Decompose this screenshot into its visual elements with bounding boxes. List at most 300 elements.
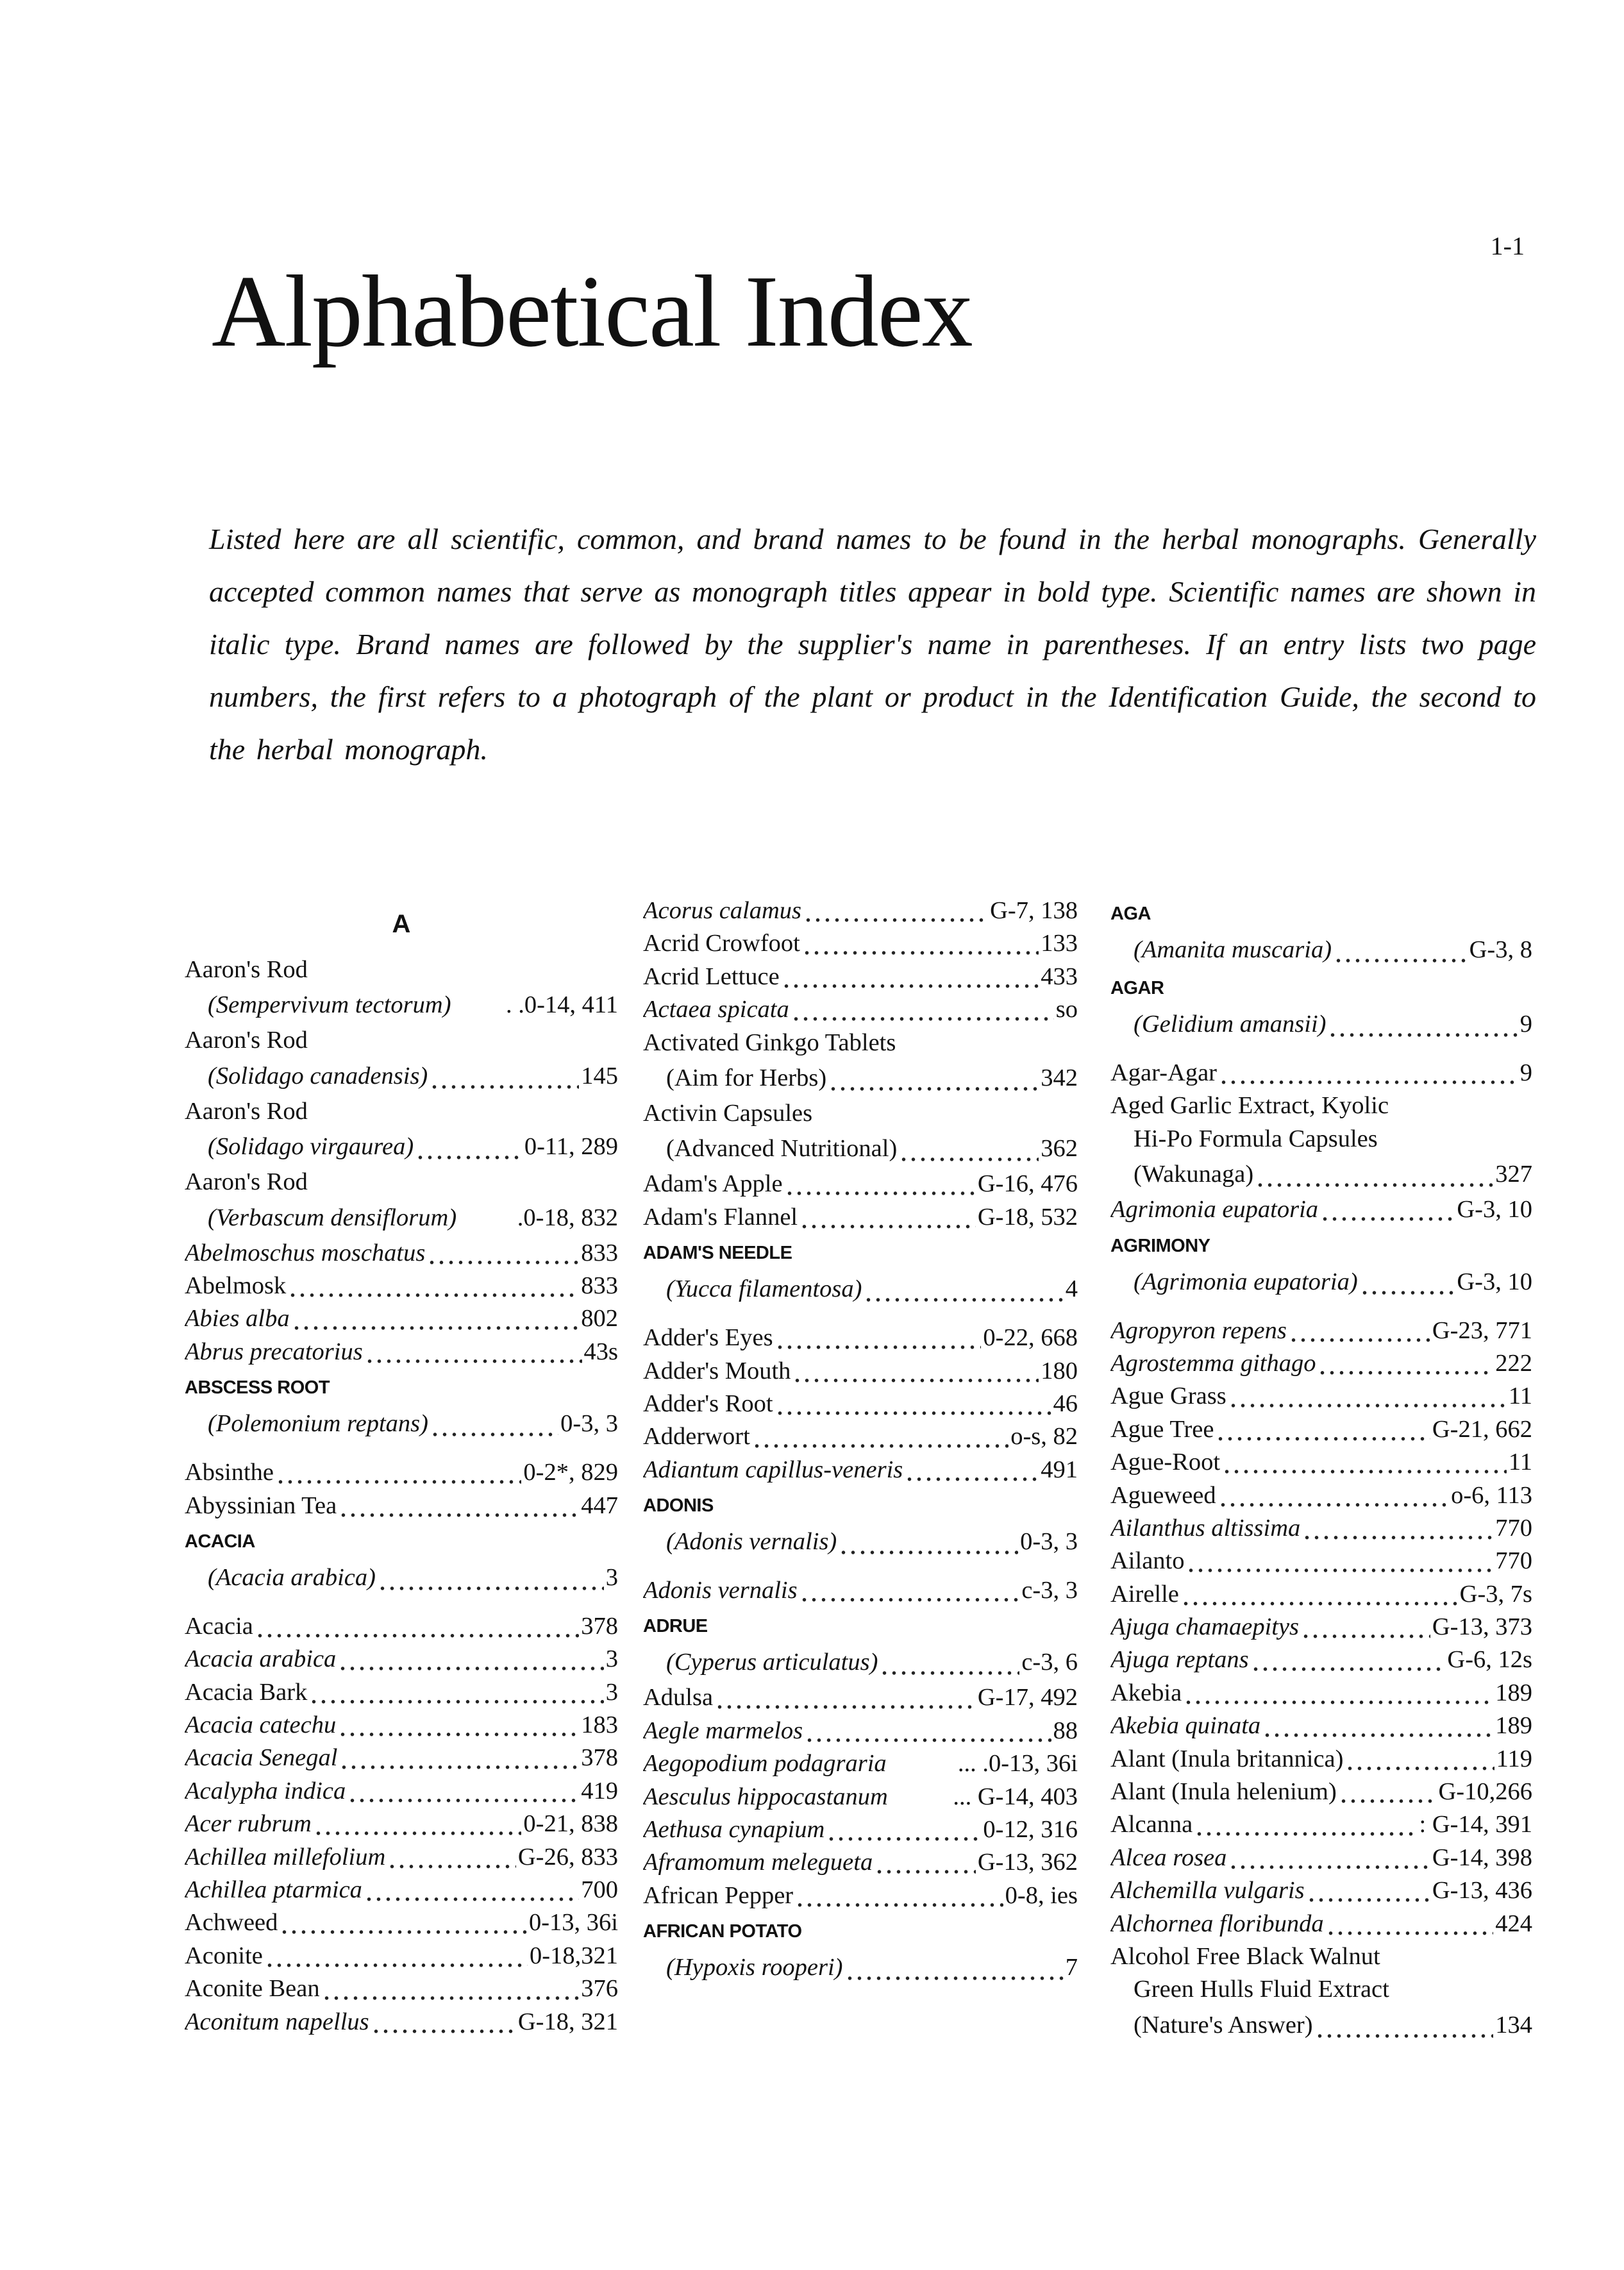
monograph-heading: AGRIMONY (1110, 1235, 1210, 1256)
page-reference: G-26, 833 (517, 1843, 618, 1871)
dot-leader (1318, 1347, 1493, 1380)
entry-term: (Yucca filamentosa) (666, 1275, 862, 1303)
page-reference: 419 (581, 1777, 618, 1804)
dot-leader (288, 1270, 579, 1302)
index-entry (1110, 1545, 1532, 1577)
page-reference: 222 (1495, 1349, 1532, 1377)
entry-term: Achillea ptarmica (185, 1876, 362, 1904)
entry-term: Acacia Senegal (185, 1744, 338, 1772)
dot-leader (265, 1940, 528, 1972)
page-reference: G-3, 10 (1457, 1268, 1532, 1295)
page-reference: G-13, 362 (977, 1849, 1078, 1876)
dot-leader (802, 927, 1039, 960)
dot-leader (1216, 1413, 1430, 1446)
index-subentry (643, 1130, 1078, 1168)
dot-leader (1181, 1578, 1458, 1611)
entry-term: Aconite Bean (185, 1975, 320, 2003)
page-reference: 362 (1041, 1135, 1078, 1163)
dot-leader (364, 1874, 579, 1906)
index-entry (643, 1715, 1078, 1747)
dot-leader (415, 1128, 523, 1166)
index-entry (1110, 1479, 1532, 1512)
entry-term: (Agrimonia eupatoria) (1134, 1268, 1358, 1295)
dot-leader (1255, 1156, 1493, 1193)
page-reference: G-3, 10 (1457, 1196, 1532, 1223)
page-reference: 4 (1065, 1275, 1078, 1303)
entry-term: Ague-Root (1110, 1449, 1221, 1476)
page-reference: 7 (1065, 1954, 1078, 1981)
index-column-2 (643, 895, 1078, 1987)
page-reference: 119 (1496, 1745, 1532, 1772)
entry-term: (Advanced Nutritional) (666, 1135, 898, 1163)
dot-leader (752, 1420, 1009, 1453)
dot-leader (339, 1490, 579, 1522)
entry-term: Green Hulls Fluid Extract (1134, 1976, 1389, 2003)
intro-paragraph: Listed here are all scientific, common, and brand names to be found in the herbal monographs. Generally accepted common names that serve as monograph titles appear in bold type. Scientific names are shown in italic type. Brand names are followed by the supplier's name in parentheses. If an entry lists two page numbers, the first refers to a photograph of the plant or product in the Identification Guide, the second to the herbal monograph. (209, 523, 1536, 766)
dot-leader (1326, 1908, 1494, 1940)
dot-leader (338, 1709, 579, 1742)
index-entry (185, 1972, 618, 2005)
entry-term: Adder's Mouth (643, 1357, 791, 1384)
page-reference: 3 (605, 1563, 618, 1591)
entry-term: Abies alba (185, 1305, 290, 1333)
dot-leader (782, 961, 1039, 993)
dot-leader (427, 1237, 579, 1270)
dot-leader (1334, 931, 1468, 969)
index-entry (185, 1166, 618, 1198)
entry-term: Aconitum napellus (185, 2008, 369, 2035)
index-entry (643, 1879, 1078, 1912)
index-entry (643, 1781, 1078, 1813)
entry-term: Agueweed (1110, 1481, 1216, 1509)
dot-leader (292, 1302, 580, 1335)
page-reference: 491 (1041, 1456, 1078, 1483)
page-reference: 802 (581, 1305, 618, 1333)
entry-term: Abelmosk (185, 1272, 287, 1299)
page-reference: 11 (1508, 1383, 1532, 1410)
page-reference: 133 (1041, 930, 1078, 957)
page-reference: 0-12, 316 (983, 1816, 1078, 1844)
page-reference: G-21, 662 (1432, 1415, 1532, 1443)
index-entry (1110, 1057, 1532, 1089)
dot-leader (430, 1057, 579, 1095)
entry-term: Ajuga reptans (1110, 1646, 1249, 1674)
index-entry (643, 1420, 1078, 1453)
entry-term: Akebia (1110, 1679, 1182, 1706)
dot-leader (828, 1059, 1039, 1097)
dot-leader (255, 1610, 579, 1643)
index-entry (185, 1643, 618, 1676)
page-reference: G-23, 771 (1432, 1316, 1532, 1344)
monograph-heading: ADAM'S NEEDLE (643, 1243, 792, 1264)
index-entry (185, 1610, 618, 1643)
dot-leader (785, 1168, 976, 1200)
page-reference: G-13, 436 (1432, 1877, 1532, 1904)
entry-term: Aconite (185, 1942, 263, 1969)
entry-term: Adam's Flannel (643, 1203, 798, 1231)
index-entry (1110, 1347, 1532, 1380)
page-reference: 770 (1495, 1514, 1532, 1542)
spacer (1110, 1043, 1532, 1057)
monograph-heading: ADRUE (643, 1616, 708, 1637)
index-entry (185, 1874, 618, 1906)
dot-leader (799, 1201, 976, 1234)
index-entry (185, 1808, 618, 1840)
index-entry (185, 1302, 618, 1335)
entry-term: Abyssinian Tea (185, 1492, 337, 1519)
page-reference: 3 (605, 1645, 618, 1673)
page-reference: G-17, 492 (977, 1684, 1078, 1711)
page-reference: so (1055, 996, 1078, 1023)
entry-term: Ailanthus altissima (1110, 1514, 1301, 1542)
dot-leader (1339, 1776, 1437, 1808)
entry-term: Acer rubrum (185, 1810, 312, 1838)
index-subentry (1110, 1123, 1532, 1156)
entry-term: (Polemonium reptans) (208, 1410, 428, 1438)
index-entry (1110, 1677, 1532, 1710)
page-reference: G-14, 398 (1432, 1844, 1532, 1871)
entry-term: (Amanita muscaria) (1134, 936, 1332, 963)
page-reference: G-7, 138 (990, 897, 1078, 924)
page-reference: G-10,266 (1438, 1778, 1532, 1806)
index-entry (1110, 1512, 1532, 1545)
spacer (185, 1443, 618, 1456)
index-entry (1110, 1413, 1532, 1446)
index-subentry (643, 1949, 1078, 1987)
index-subentry (1110, 1973, 1532, 2006)
index-entry (643, 1681, 1078, 1714)
dot-leader (715, 1681, 976, 1714)
entry-term: Acacia arabica (185, 1645, 337, 1673)
entry-term: Ajuga chamaepitys (1110, 1613, 1300, 1641)
dot-leader (803, 895, 988, 927)
entry-term: Adiantum capillus-veneris (643, 1456, 903, 1483)
entry-term: Adder's Eyes (643, 1324, 773, 1352)
page-reference: 342 (1041, 1064, 1078, 1091)
index-entry (1110, 1446, 1532, 1479)
index-subentry (185, 1559, 618, 1597)
page-reference: 378 (581, 1744, 618, 1772)
index-subentry (1110, 2006, 1532, 2044)
entry-term: Acalypha indica (185, 1777, 346, 1804)
monograph-heading: ACACIA (185, 1531, 255, 1552)
entry-term: Acacia Bark (185, 1678, 308, 1706)
dot-leader (1320, 1193, 1455, 1226)
page-reference: G-13, 373 (1432, 1613, 1532, 1641)
index-entry (643, 961, 1078, 993)
index-entry (1110, 1315, 1532, 1347)
entry-term: Aesculus hippocastanum (643, 1783, 888, 1810)
index-column-3 (1110, 895, 1532, 2044)
entry-term: (Solidago virgaurea) (208, 1133, 414, 1161)
page-reference: 833 (581, 1239, 618, 1266)
page-reference: 46 (1053, 1390, 1078, 1417)
entry-term: (Acacia arabica) (208, 1563, 376, 1591)
dot-leader (1251, 1644, 1446, 1676)
entry-term: Acrid Lettuce (643, 963, 780, 990)
index-entry (643, 1846, 1078, 1879)
entry-term: Absinthe (185, 1459, 274, 1486)
index-column-1 (185, 895, 618, 2039)
page-reference: 0-13, 36i (528, 1909, 618, 1937)
index-entry (185, 2006, 618, 2039)
page-reference: G-18, 321 (517, 2008, 618, 2035)
index-subentry (1110, 1005, 1532, 1043)
dot-leader (1222, 1446, 1507, 1479)
page-reference: 189 (1495, 1679, 1532, 1706)
dot-leader (805, 1715, 1051, 1747)
page-reference: 0-2*, 829 (523, 1459, 618, 1486)
entry-term: Aaron's Rod (185, 1097, 308, 1125)
index-entry (643, 1574, 1078, 1607)
entry-term: Alant (Inula britannica) (1110, 1745, 1344, 1772)
spacer (643, 1561, 1078, 1574)
page-reference: c-3, 3 (1021, 1577, 1078, 1604)
entry-term: (Hypoxis rooperi) (666, 1954, 843, 1981)
entry-term: Abelmoschus moschatus (185, 1239, 426, 1266)
monograph-heading: AGAR (1110, 978, 1164, 998)
dot-leader (1301, 1611, 1430, 1644)
page-reference: 0-8, ies (1005, 1881, 1078, 1909)
entry-term: Agar-Agar (1110, 1059, 1217, 1086)
dot-leader (826, 1813, 981, 1846)
page-reference: .0-18, 832 (517, 1204, 618, 1231)
dot-leader (322, 1972, 580, 2005)
page-reference: 189 (1495, 1712, 1532, 1740)
entry-term: Adderwort (643, 1423, 750, 1450)
dot-leader (775, 1322, 982, 1354)
index-entry (185, 1095, 618, 1128)
entry-term: Achillea millefolium (185, 1843, 386, 1871)
page-reference: 770 (1495, 1547, 1532, 1575)
entry-term: Aaron's Rod (185, 1027, 308, 1054)
entry-term: African Pepper (643, 1881, 794, 1909)
monograph-heading: ADONIS (643, 1495, 714, 1517)
index-entry (185, 1024, 618, 1057)
index-entry (185, 1490, 618, 1522)
index-entry (185, 1270, 618, 1302)
index-subentry (185, 1199, 618, 1237)
index-entry (1110, 1193, 1532, 1226)
entry-term: Aaron's Rod (185, 956, 308, 983)
index-subentry (185, 1128, 618, 1166)
index-entry (1110, 1776, 1532, 1808)
index-subentry (643, 1059, 1078, 1097)
page-reference: G-3, 8 (1469, 936, 1532, 963)
page-reference: 180 (1041, 1357, 1078, 1384)
dot-leader (276, 1456, 521, 1489)
entry-term: Alchemilla vulgaris (1110, 1877, 1305, 1904)
entry-term: Adder's Root (643, 1390, 773, 1417)
page-reference: 433 (1041, 963, 1078, 990)
dot-leader (338, 1643, 603, 1676)
monograph-heading: AGA (1110, 904, 1151, 924)
index-entry (643, 1097, 1078, 1130)
dot-leader (799, 1574, 1020, 1607)
index-entry (1110, 1908, 1532, 1940)
page-reference: o-s, 82 (1010, 1423, 1078, 1450)
index-entry (643, 1388, 1078, 1420)
index-subentry (643, 1644, 1078, 1681)
index-entry (185, 954, 618, 986)
index-subentry (1110, 1263, 1532, 1301)
dot-leader (1219, 1057, 1518, 1089)
entry-term: Alcanna (1110, 1811, 1193, 1838)
index-entry (185, 1456, 618, 1489)
entry-term: (Solidago canadensis) (208, 1062, 428, 1089)
entry-term: Agrimonia eupatoria (1110, 1196, 1319, 1223)
dot-leader (314, 1808, 522, 1840)
index-entry (185, 1775, 618, 1808)
entry-term: Akebia quinata (1110, 1712, 1261, 1740)
entry-term: Ague Grass (1110, 1383, 1226, 1410)
page-reference: 378 (581, 1612, 618, 1640)
page-reference: o-6, 113 (1451, 1481, 1532, 1509)
dot-leader (839, 1523, 1018, 1561)
index-entry (643, 1201, 1078, 1234)
index-entry (185, 1906, 618, 1939)
entry-term: (Wakunaga) (1134, 1161, 1254, 1188)
page-reference: G-18, 532 (977, 1203, 1078, 1231)
dot-leader (880, 1644, 1019, 1681)
page-reference: 0-3, 3 (560, 1410, 618, 1438)
spacer (643, 1308, 1078, 1322)
page-reference: 700 (581, 1876, 618, 1904)
dot-leader (1360, 1263, 1455, 1301)
monograph-heading: ABSCESS ROOT (185, 1377, 330, 1399)
entry-term: Aaron's Rod (185, 1168, 308, 1196)
dot-leader (365, 1336, 582, 1368)
index-entry (1110, 1808, 1532, 1841)
page-reference: 0-11, 289 (524, 1133, 618, 1161)
entry-term: (Verbascum densiflorum) (208, 1204, 457, 1231)
page-reference: 9 (1519, 1059, 1532, 1086)
page-reference: 327 (1495, 1161, 1532, 1188)
dot-leader (1307, 1874, 1430, 1907)
page-reference: 0-22, 668 (983, 1324, 1078, 1352)
dot-leader (905, 1454, 1039, 1486)
entry-term: Agropyron repens (1110, 1316, 1287, 1344)
dot-leader (1228, 1842, 1430, 1874)
page-reference: 134 (1495, 2011, 1532, 2039)
page-reference: 0-18,321 (530, 1942, 618, 1969)
index-entry (185, 1676, 618, 1709)
entry-term: (Cyperus articulatus) (666, 1649, 878, 1676)
entry-term: Abrus precatorius (185, 1338, 363, 1365)
index-entry (643, 1813, 1078, 1846)
entry-term: (Nature's Answer) (1134, 2011, 1313, 2039)
entry-term: Aged Garlic Extract, Kyolic (1110, 1092, 1389, 1120)
dot-leader (792, 1355, 1039, 1388)
dot-leader (845, 1949, 1064, 1987)
page-reference: 9 (1519, 1011, 1532, 1038)
page-reference: 0-21, 838 (523, 1810, 618, 1838)
index-entry (1110, 1380, 1532, 1413)
entry-term: Acacia catechu (185, 1711, 337, 1739)
section-letter: A (392, 910, 411, 938)
dot-leader (1218, 1479, 1449, 1512)
page-reference: ... G-14, 403 (953, 1783, 1078, 1810)
index-entry (643, 1027, 1078, 1059)
page-reference: G-3, 7s (1459, 1580, 1532, 1608)
dot-leader (347, 1775, 579, 1808)
entry-term: (Aim for Herbs) (666, 1064, 827, 1091)
dot-leader (791, 993, 1054, 1026)
index-entry (1110, 1743, 1532, 1776)
dot-leader (309, 1676, 603, 1709)
entry-term: Activin Capsules (643, 1099, 813, 1127)
index-entry (1110, 1710, 1532, 1742)
index-entry (1110, 1611, 1532, 1644)
index-entry (185, 1940, 618, 1972)
index-entry (643, 895, 1078, 927)
spacer (1110, 1301, 1532, 1315)
index-entry (1110, 1940, 1532, 1973)
entry-term: Acorus calamus (643, 897, 802, 924)
index-subentry (185, 1405, 618, 1443)
dot-leader (1302, 1512, 1493, 1545)
entry-term: Airelle (1110, 1580, 1179, 1608)
entry-term: Aframomum melegueta (643, 1849, 873, 1876)
index-subentry (1110, 1156, 1532, 1193)
page-reference: G-16, 476 (977, 1170, 1078, 1198)
entry-term: Ailanto (1110, 1547, 1185, 1575)
index-entry (643, 1322, 1078, 1354)
index-entry (643, 1168, 1078, 1200)
dot-leader (371, 2006, 516, 2039)
index-entry (1110, 1644, 1532, 1676)
page-reference: ... .0-13, 36i (957, 1750, 1078, 1778)
entry-term: Ague Tree (1110, 1415, 1214, 1443)
entry-term: Hi-Po Formula Capsules (1134, 1125, 1378, 1152)
dot-leader (280, 1906, 527, 1939)
entry-term: Achweed (185, 1909, 278, 1937)
entry-term: Alchornea floribunda (1110, 1910, 1324, 1937)
dot-leader (899, 1130, 1039, 1168)
index-subentry (643, 1270, 1078, 1308)
index-entry (1110, 1089, 1532, 1122)
page-reference: 88 (1053, 1717, 1078, 1744)
dot-leader (1262, 1710, 1493, 1742)
index-entry (1110, 1578, 1532, 1611)
dot-leader (775, 1388, 1051, 1420)
page-reference: 424 (1495, 1910, 1532, 1937)
entry-term: Actaea spicata (643, 996, 789, 1023)
page-reference: 11 (1508, 1449, 1532, 1476)
entry-term: Activated Ginkgo Tablets (643, 1029, 896, 1056)
entry-term: Alant (Inula helenium) (1110, 1778, 1337, 1806)
index-subentry (185, 1057, 618, 1095)
dot-leader (875, 1846, 976, 1879)
dot-leader (1228, 1380, 1507, 1413)
dot-leader (1186, 1545, 1493, 1577)
index-subentry (185, 986, 618, 1024)
index-subentry (1110, 931, 1532, 969)
entry-term: Adam's Apple (643, 1170, 783, 1198)
index-entry (185, 1237, 618, 1270)
index-entry (1110, 1842, 1532, 1874)
spacer (185, 1597, 618, 1610)
index-entry (643, 1454, 1078, 1486)
entry-term: Alcohol Free Black Walnut (1110, 1942, 1380, 1970)
entry-term: Aethusa cynapium (643, 1816, 825, 1844)
index-entry (643, 1355, 1078, 1388)
entry-term: (Sempervivum tectorum) (208, 991, 451, 1019)
page-reference: 376 (581, 1975, 618, 2003)
page-reference: . .0-14, 411 (505, 991, 618, 1019)
entry-term: Acrid Crowfoot (643, 930, 800, 957)
page-reference: 447 (581, 1492, 618, 1519)
